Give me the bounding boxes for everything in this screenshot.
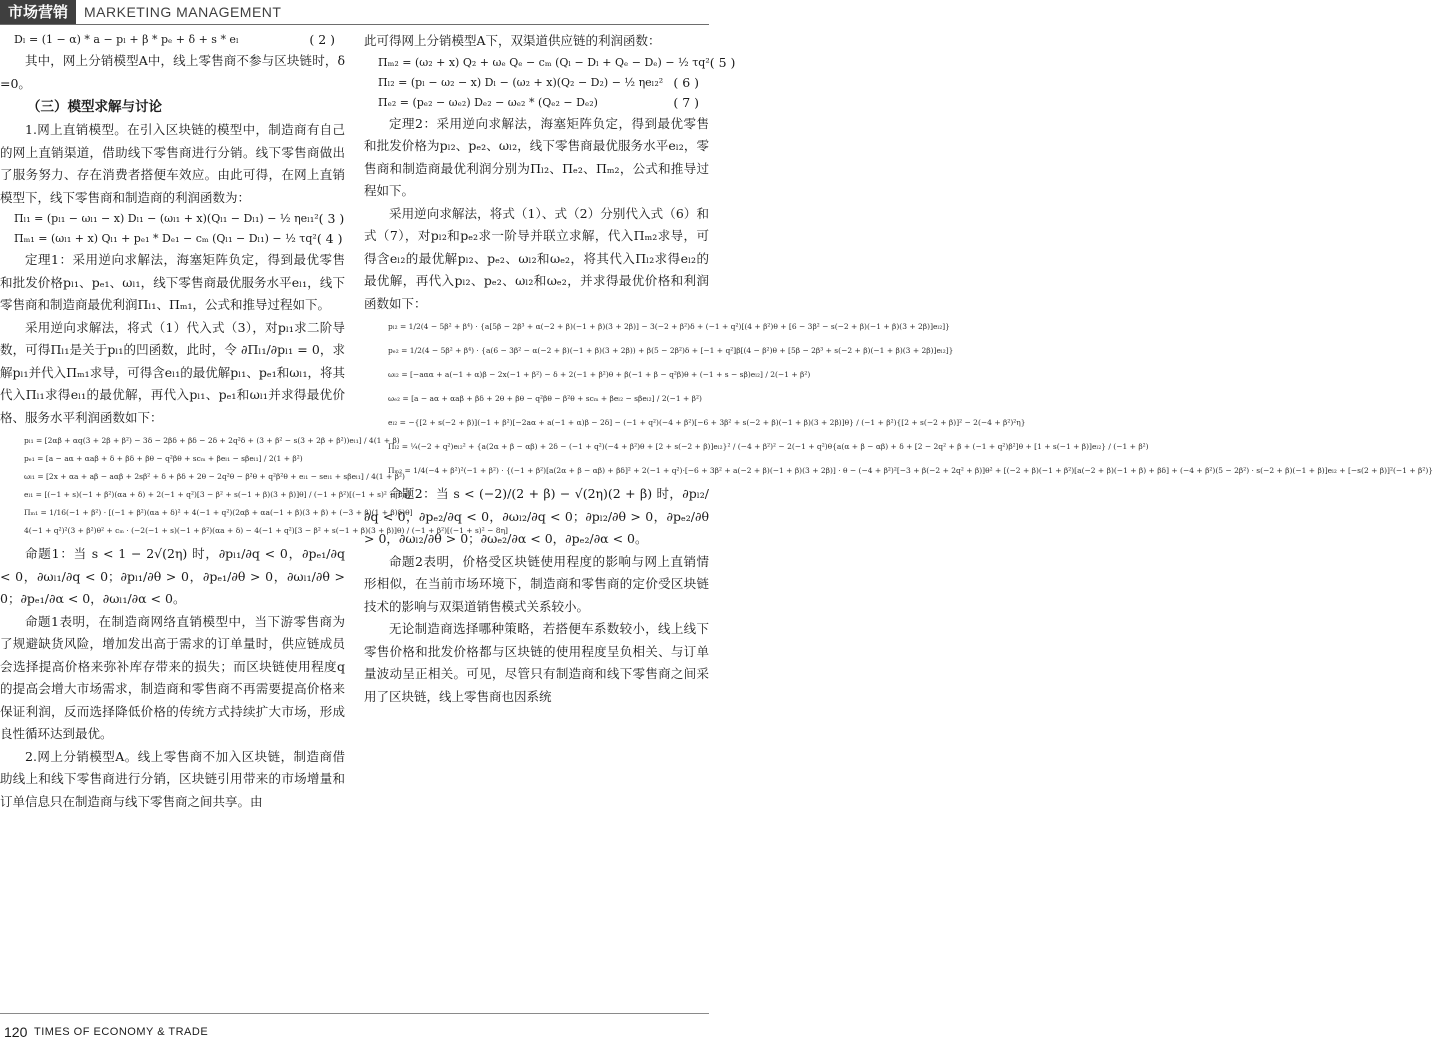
proposition-2 [364,483,709,551]
equation-7-number: ( 7 ) [673,94,699,110]
solution-w1: ωₗ₁ = [2x + αa + aβ − aαβ + 2sβ² + δ + βδ + 2θ − 2q²θ − β²θ + q²β²θ + eₗ₁ − seₗ₁ + sβeₗ₁] / 4(1 + β²) [24,472,405,481]
solution-pl2: pₗ₂ = 1/2(4 − 5β² + β⁴) · {a[5β − 2β³ + α(−2 + β)(−1 + β)(3 + 2β)] − 3(−2 + β²)δ + (−1 + q²)[(4 + β²)θ + [6 − 3β² − s(−2 + β)(−1 + β)(3 + 2β)]eₗ₂]} [388,322,950,331]
journal-name: TIMES OF ECONOMY & TRADE [34,1026,209,1038]
paragraph: 此可得网上分销模型A下，双渠道供应链的利润函数： [364,33,661,48]
equation-4 [0,229,345,249]
solution-pe2: pₑ₂ = 1/2(4 − 5β² + β⁴) · {a(6 − 3β² − α(−2 + β)(−1 + β)(3 + 2β)) + β(5 − 2β²)δ + [−1 + q²]β[(4 − β²)θ + [5β − 2β³ + s(−2 + β)(−1 + β)(3 + 2β)]eₗ₂]} [388,346,954,355]
theorem-1: 定理1：采用逆向求解法，海塞矩阵负定，得到最优零售和批发价格pₗ₁、pₑ₁、ωₗ₁，线下零售商最优服务水平eₗ₁，线下零售商和制造商最优利润Πₗ₁、Πₘ₁，公式和推导过程如下。 [0,252,345,312]
equation-4-number: ( 4 ) [316,231,343,246]
proposition-1 [0,543,345,611]
page-number: 120 [4,1024,28,1040]
solution-we2: ωₑ₂ = [a − aα + αaβ + βδ + 2θ + βθ − q²βθ − β²θ + scₘ + βeₗ₂ − sβeₗ₂] / 2(−1 + β²) [388,394,702,403]
section-title-en: MARKETING MANAGEMENT [84,4,282,20]
equation-2-number: ( 2 ) [309,32,335,47]
equation-3-number: ( 3 ) [318,211,345,226]
equation-7-formula: Πₑ₂ = (pₑ₂ − ωₑ₂) Dₑ₂ − ωₑ₂ * (Qₑ₂ − Dₑ₂) [378,95,598,109]
solution-block-1 [0,435,508,537]
section-heading: （三）模型求解与讨论 [27,99,162,115]
solution-wl2: ωₗ₂ = [−aαα + a(−1 + α)β − 2x(−1 + β²) − δ + 2(−1 + β²)θ + β(−1 + β − q²β)θ + (−1 + s − sβ)eₗ₂] / 2(−1 + β²) [388,370,811,379]
solution-e2: eₗ₂ = −{[2 + s(−2 + β)](−1 + β²)[−2aα + a(−1 + α)β − 2δ] − (−1 + q²)(−4 + β²)[−6 + 3β² + s(−2 + β)(−1 + β)(3 + 2β)]θ} / (−1 + β²){[2 + s(−2 + β)]² − 2(−4 + β²)²η} [388,418,1026,427]
paragraph: 采用逆向求解法，将式（1）、式（2）分别代入式（6）和式（7），对pₗ₂和pₑ₂求一阶导并联立求解，代入Πₘ₂求导，可得含eₗ₂的最优解pₗ₂、pₑ₂、ωₗ₂和ωₑ₂，将其代入Πₗ₂求得eₗ₂的最优解，再代入pₗ₂、pₑ₂、ωₗ₂和ωₑ₂，并求得最优价格和利润函数如下： [364,205,709,311]
solution-pil2: Πₗ₂ = ¼(−2 + q²)eₗ₂² + {a(2α + β − αβ) + 2δ − (−1 + q²)(−4 + β²)θ + [2 + s(−2 + β)]eₗ₂}² / (−4 + β²)² − 2(−1 + q²)θ{a(α + β − αβ) + δ + [2 − 2q² + β + (−1 + q²)β²]θ + [1 + s(−1 + β)]eₗ₂} / (−1 + β²) [388,442,1149,451]
solution-pe1: pₑ₁ = [a − aα + αaβ + δ + βδ + βθ − q²βθ + scₘ + βeₗ₁ − sβeₗ₁] / 2(1 + β²) [24,454,303,463]
equation-5-number: ( 5 ) [709,54,736,70]
equation-5-formula: Πₘ₂ = (ω₂ + x) Q₂ + ωₑ Qₑ − cₘ (Qₗ − Dₗ + Qₑ − Dₑ) − ½ τq² [378,55,710,69]
equation-6-formula: Πₗ₂ = (pₗ − ω₂ − x) Dₗ − (ω₂ + x)(Q₂ − D₂) − ½ ηeₗ₂² [378,75,664,89]
paragraph: 1.网上直销模型。在引入区块链的模型中，制造商有自己的网上直销渠道，借助线下零售商进行分销。线下零售商做出了服务努力、存在消费者搭便车效应。由此可得，在网上直销模型下，线下零售商和制造商的利润函数为： [0,122,345,205]
solution-pim2: Πₘ₂ = 1/4(−4 + β²)²(−1 + β²) · {(−1 + β²)[a(2α + β − αβ) + βδ]² + 2(−1 + q²)·[−6 + 3β² + a(−2 + β)(−1 + β)(3 + 2β)] · θ − (−4 + β²)²[−3 + β(−2 + 2q² + β)]θ² + [(−2 + β)(−1 + β²)[a(−2 + β)(−1 + β) + βδ] + (−4 + β²)(5 − 2β²) · s(−2 + β)(−1 + β)]eₗ₂ + [−s(2 + β)]²(−1 + β²)} [388,466,1433,475]
solution-block-2 [364,321,1433,477]
theorem-2: 定理2：采用逆向求解法，海塞矩阵负定，得到最优零售和批发价格为pₗ₂、pₑ₂、ωₗ₂，线下零售商最优服务水平eₗ₂，零售商和制造商最优利润分别为Πₗ₂、Πₑ₂、Πₘ₂，公式和推导过程如下。 [364,115,709,198]
equation-4-formula: Πₘ₁ = (ωₗ₁ + x) Qₗ₁ + pₑ₁ * Dₑ₁ − cₘ (Qₗ₁ − Dₗ₁) − ½ τq² [14,232,317,245]
solution-pil1: 4(−1 + q²)²(3 + β²)θ² + cₘ · (−2(−1 + s)(−1 + β²)(αa + δ) − 4(−1 + q²)[3 − β² + s(−1 + β)(3 + β)]θ) / (−1 + β²)[(−1 + s)² − 8η] [24,526,508,535]
right-column [364,30,1433,1010]
solution-e1: eₗ₁ = [(−1 + s)(−1 + β²)(αa + δ) + 2(−1 + q²)[3 − β² + s(−1 + β)(3 + β)]θ] / (−1 + β²)[(−1 + s)² − 8η] [24,490,411,499]
equation-3-formula: Πₗ₁ = (pₗ₁ − ωₗ₁ − x) Dₗ₁ − (ωₗ₁ + x)(Qₗ₁ − Dₗ₁) − ½ ηeₗ₁² [14,212,319,225]
equation-2-formula: Dₗ = (1 − α) * a − pₗ + β * pₑ + δ + s * eₗ [14,33,239,46]
proposition-1-lead: 命题1：当 s < 1 − 2√(2η) 时， [25,546,219,561]
paragraph: 无论制造商选择哪种策略，若搭便车系数较小，线上线下零售价格和批发价格都与区块链的使用程度呈负相关、与订单量波动呈正相关。可见，尽管只有制造商和线下零售商之间采用了区块链，线上零售商也因系统 [364,621,709,704]
page-footer [0,1013,709,1048]
proposition-2-relations: ∂pₗ₂/∂q < 0，∂pₑ₂/∂q < 0，∂ωₗ₂/∂q < 0；∂pₗ₂/∂θ > 0，∂pₑ₂/∂θ > 0，∂ωₗ₂/∂θ > 0；∂ωₑ₂/∂α < 0，∂pₑ₂/∂α < 0。 [364,486,709,546]
proposition-1-relations: ∂pₗ₁/∂q < 0，∂pₑ₁/∂q < 0，∂ωₗ₁/∂q < 0；∂pₗ₁/∂θ > 0，∂pₑ₁/∂θ > 0，∂ωₗ₁/∂θ > 0；∂pₑ₁/∂α < 0，∂ωₗ₁/∂α < 0。 [0,546,345,606]
proposition-2-lead: 命题2：当 s < (−2)/(2 + β) − √(2η)(2 + β) 时， [389,486,683,501]
equation-2 [0,30,345,50]
paragraph: 2.网上分销模型A。线上零售商不加入区块链，制造商借助线上和线下零售商进行分销，区块链引用带来的市场增量和订单信息只在制造商与线下零售商之间共享。由 [0,748,345,809]
paragraph: 采用逆向求解法，将式（1）代入式（3），对pₗ₁求二阶导数，可得Πₗ₁是关于pₗ₁的凹函数，此时，令 ∂Πₗ₁/∂pₗ₁ = 0，求解pₗ₁并代入Πₘ₁求导，可得含eₗ₁的最优解pₗ₁、pₑ₁和ωₗ₁，将其代入Πₗ₁求得eₗ₁的最优解，再代入pₗ₁、pₑ₁和ωₗ₁并求得最优价格、服务水平利润函数如下： [0,319,345,425]
solution-pl1: pₗ₁ = [2αβ + αq(3 + 2β + β²) − 3δ − 2βδ + βδ − 2δ + 2q²δ + (3 + β² − s(3 + 2β + β²))eₗ₁] / 4(1 + β) [24,436,400,445]
equation-7 [364,93,709,113]
paragraph: 命题1表明，在制造商网络直销模型中，当下游零售商为了规避缺货风险，增加发出高于需求的订单量时，供应链成员会选择提高价格来弥补库存带来的损失；而区块链使用程度q的提高会增大市场需求，制造商和零售商不再需要提高价格来保证利润，反而选择降低价格的传统方式持续扩大市场，形成良性循环达到最优。 [0,613,345,741]
paragraph: 命题2表明，价格受区块链使用程度的影响与网上直销情形相似，在当前市场环境下，制造商和零售商的定价受区块链技术的影响与双渠道销售模式关系较小。 [364,553,709,614]
paragraph: 其中，网上分销模型A中，线上零售商不参与区块链时，δ =0。 [0,53,345,91]
equation-6-number: ( 6 ) [673,74,699,90]
equation-6 [364,73,709,93]
equation-5 [364,53,736,73]
equation-3 [0,209,345,229]
solution-pim1: Πₘ₁ = 1/16(−1 + β²) · [(−1 + β²)(αa + δ)² + 4(−1 + q²)(2αβ + αa(−1 + β)(3 + β) + (−3 + β)(1 + β)δ)θ] [24,508,413,517]
section-badge: 市场营销 [0,0,76,24]
page-header [0,0,709,25]
